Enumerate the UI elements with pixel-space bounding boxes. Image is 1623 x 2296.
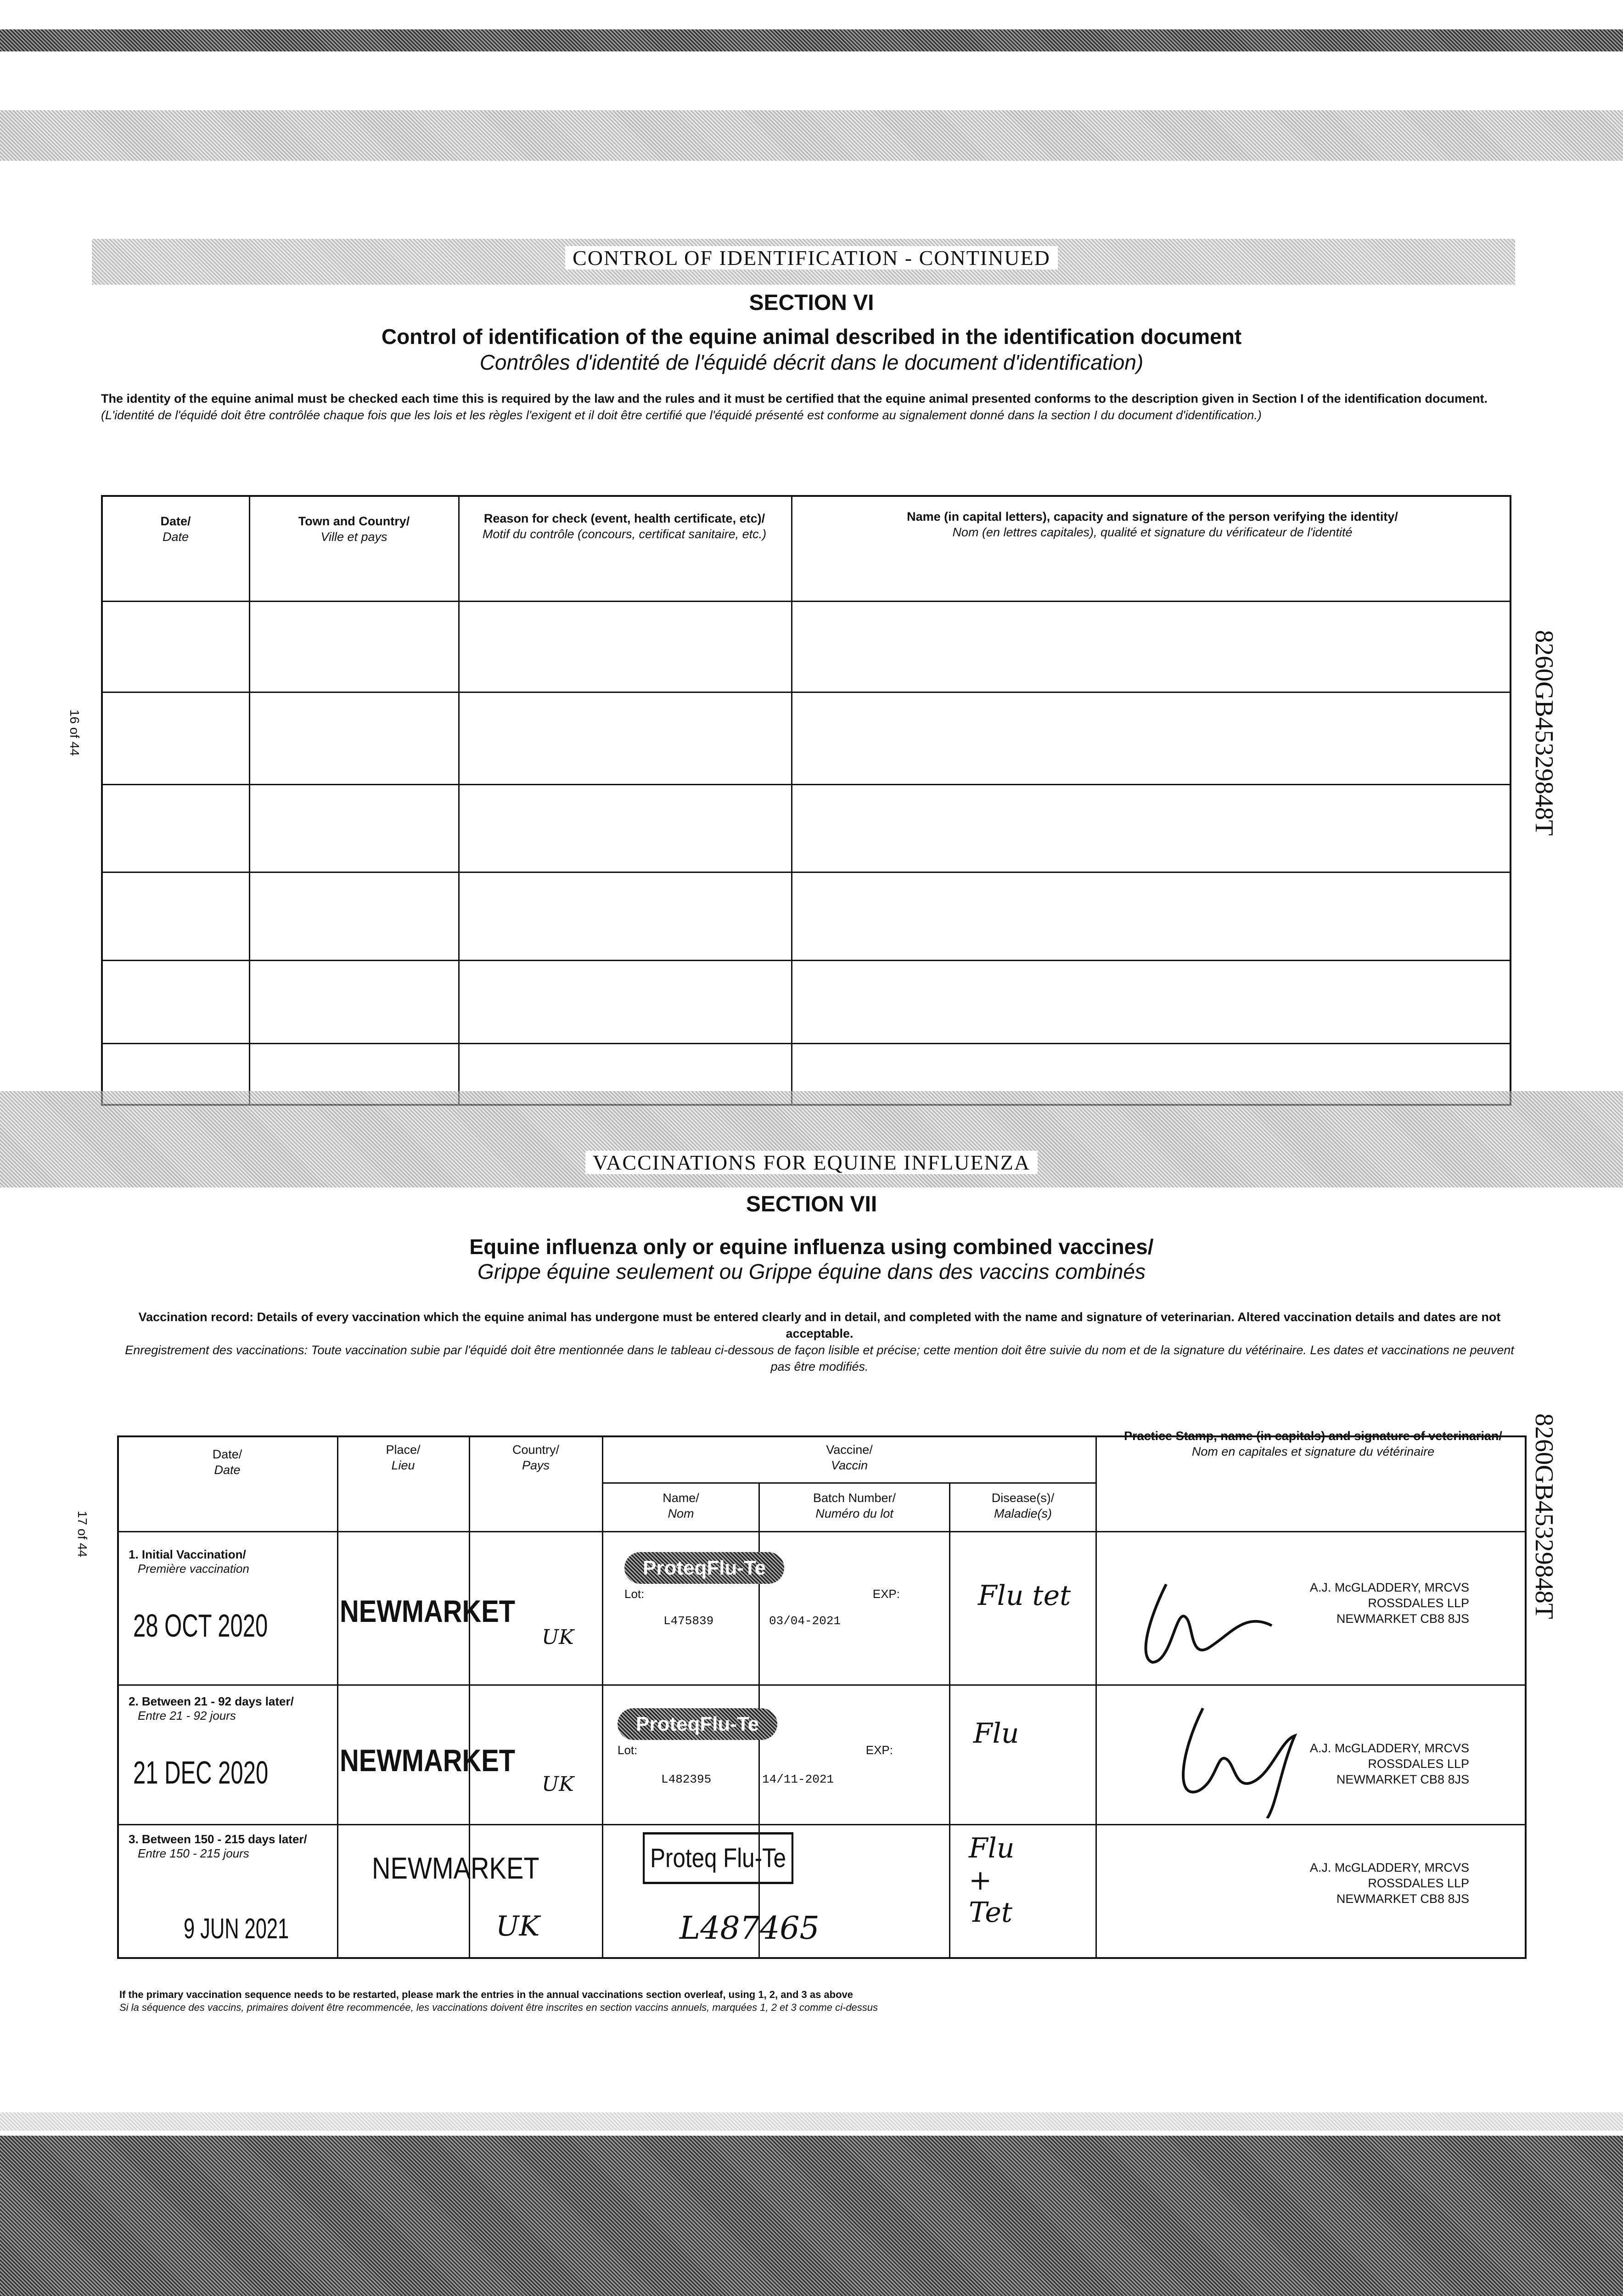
- section-title-fr: Grippe équine seulement ou Grippe équine dans des vaccins combinés: [477, 1260, 1146, 1283]
- vaccination-intro-fr: Enregistrement des vaccinations: Toute vaccination subie par l'équidé doit être mentionnée dans le tableau ci-dessous de façon lisible et précise; cette mention doit être suivie du nom et de la signature du vétérinaire. Les dates et vaccinations ne peuvent pas être modifiés.: [125, 1343, 1514, 1373]
- section-banner: VACCINATIONS FOR EQUINE INFLUENZA: [585, 1151, 1038, 1174]
- date-stamp: 21 DEC 2020: [133, 1755, 269, 1790]
- vet-name: A.J. McGLADDERY, MRCVS: [1309, 1861, 1469, 1874]
- col-vaccine-fr: Vaccin: [831, 1458, 868, 1472]
- col-batch-fr: Numéro du lot: [815, 1507, 893, 1520]
- col-country-fr: Pays: [522, 1458, 550, 1472]
- section-heading: SECTION VI: [749, 291, 874, 315]
- exp-label: EXP:: [865, 1743, 893, 1757]
- disease-handwritten: Flu + Tet: [969, 1832, 1015, 1929]
- vaccine-sticker: [618, 1713, 893, 1757]
- vaccine-name: Proteq Flu-Te: [643, 1832, 793, 1884]
- disease-handwritten: Flu tet: [978, 1580, 1071, 1612]
- row-label-fr: Entre 150 - 215 jours: [138, 1846, 249, 1860]
- vet-name: A.J. McGLADDERY, MRCVS: [1309, 1581, 1469, 1594]
- expiry-date: 03/04-2021: [769, 1614, 841, 1628]
- col-verifier-fr: Nom (en lettres capitales), qualité et signature du vérificateur de l'identité: [952, 525, 1353, 539]
- date-stamp: 9 JUN 2021: [184, 1913, 289, 1945]
- lot-label: Lot:: [618, 1743, 638, 1757]
- col-disease: Disease(s)/: [991, 1491, 1055, 1505]
- col-date: Date/: [212, 1447, 242, 1461]
- vet-name: A.J. McGLADDERY, MRCVS: [1309, 1741, 1469, 1755]
- footnote: If the primary vaccination sequence needs to be restarted, please mark the entries in the annual vaccinations section overleaf, using 1, 2, and 3 as above: [119, 1989, 854, 2000]
- disease-handwritten: Flu: [973, 1717, 1019, 1750]
- row-label: 2. Between 21 - 92 days later/: [129, 1694, 294, 1708]
- scan-noise-band: [0, 2112, 1623, 2131]
- country-handwritten: UK: [542, 1773, 574, 1796]
- vaccination-row-3: [129, 1832, 331, 1861]
- exp-label: EXP:: [872, 1587, 900, 1601]
- place-stamp: NEWMARKET: [340, 1743, 516, 1778]
- col-batch: Batch Number/: [813, 1491, 896, 1505]
- intro-text: The identity of the equine animal must be checked each time this is required by the law and the rules and it must be certified that the equine animal presented conforms to the description given in Section I of the identification document.: [101, 392, 1488, 405]
- vet-address: NEWMARKET CB8 8JS: [1336, 1773, 1469, 1786]
- vaccination-intro: Vaccination record: Details of every vaccination which the equine animal has undergone must be entered clearly and in detail, and completed with the name and signature of veterinarian. Altered vaccination details and dates are not acceptable.: [138, 1310, 1501, 1340]
- vet-address: NEWMARKET CB8 8JS: [1336, 1892, 1469, 1906]
- date-stamp: 28 OCT 2020: [133, 1608, 268, 1643]
- col-name: Name/: [663, 1491, 699, 1505]
- col-town: Town and Country/: [298, 514, 410, 528]
- vet-stamp: [1286, 1580, 1469, 1626]
- col-country: Country/: [512, 1443, 560, 1457]
- section-title-fr: Contrôles d'identité de l'équidé décrit dans le document d'identification): [479, 350, 1144, 374]
- col-reason: Reason for check (event, health certificate, etc)/: [483, 512, 765, 525]
- col-disease-fr: Maladie(s): [994, 1507, 1052, 1520]
- page-number: 17 of 44: [75, 1511, 90, 1558]
- col-place: Place/: [386, 1443, 421, 1457]
- col-vaccine: Vaccine/: [826, 1443, 873, 1457]
- scan-noise-band: [0, 110, 1623, 161]
- scan-border-bottom: [0, 2136, 1623, 2296]
- row-label-fr: Première vaccination: [138, 1562, 249, 1576]
- vet-practice: ROSSDALES LLP: [1368, 1596, 1469, 1610]
- col-date: Date/: [160, 514, 191, 528]
- identity-check-table: [101, 495, 1511, 1106]
- section-banner: CONTROL OF IDENTIFICATION - CONTINUED: [565, 246, 1058, 270]
- expiry-date: 14/11-2021: [762, 1773, 834, 1786]
- row-label-fr: Entre 21 - 92 jours: [138, 1709, 236, 1722]
- col-place-fr: Lieu: [391, 1458, 415, 1472]
- scan-border-top: [0, 29, 1623, 51]
- vaccine-sticker: [624, 1557, 900, 1601]
- batch-number: L487465: [680, 1910, 820, 1947]
- col-reason-fr: Motif du contrôle (concours, certificat sanitaire, etc.): [482, 527, 767, 541]
- page-number: 16 of 44: [67, 709, 82, 756]
- vaccination-row-2: [129, 1694, 331, 1723]
- country-handwritten: UK: [542, 1626, 574, 1649]
- section-heading: SECTION VII: [746, 1192, 877, 1216]
- vaccine-name: ProteqFlu-Te: [618, 1708, 777, 1740]
- document-id: 8260GB45329848T: [1530, 1413, 1558, 1619]
- lot-label: Lot:: [624, 1587, 645, 1601]
- col-stamp: Practice Stamp, name (in capitals) and signature of veterinarian/: [1124, 1429, 1502, 1443]
- col-date-fr: Date: [162, 530, 189, 544]
- footnote-fr: Si la séquence des vaccins, primaires doivent être recommencée, les vaccinations doivent être inscrites en section vaccins annuels, marquées 1, 2 et 3 comme ci-dessus: [119, 2002, 878, 2013]
- vaccine-name: ProteqFlu-Te: [624, 1552, 784, 1584]
- document-id: 8260GB45329848T: [1530, 630, 1558, 836]
- col-date-fr: Date: [214, 1463, 241, 1477]
- col-town-fr: Ville et pays: [320, 530, 387, 544]
- vaccination-row-1: [129, 1548, 331, 1576]
- section-title: Control of identification of the equine animal described in the identification document: [381, 325, 1242, 349]
- vet-practice: ROSSDALES LLP: [1368, 1757, 1469, 1771]
- intro-text-fr: (L'identité de l'équidé doit être contrôlée chaque fois que les lois et les règles l'exigent et il doit être certifié que l'équidé présenté est conforme au signalement donné dans la section I du document d'identification.): [101, 408, 1262, 422]
- vet-stamp: [1286, 1740, 1469, 1787]
- place-stamp: NEWMARKET: [372, 1851, 539, 1885]
- country-handwritten: UK: [496, 1910, 540, 1942]
- col-verifier: Name (in capital letters), capacity and signature of the person verifying the identity/: [907, 510, 1398, 523]
- vet-stamp: [1286, 1860, 1469, 1907]
- row-label: 3. Between 150 - 215 days later/: [129, 1832, 307, 1846]
- section-title: Equine influenza only or equine influenza using combined vaccines/: [469, 1235, 1154, 1259]
- batch-number: L475839: [663, 1614, 714, 1628]
- vet-address: NEWMARKET CB8 8JS: [1336, 1612, 1469, 1626]
- col-stamp-fr: Nom en capitales et signature du vétérinaire: [1191, 1445, 1435, 1458]
- col-name-fr: Nom: [668, 1507, 694, 1520]
- vet-practice: ROSSDALES LLP: [1368, 1876, 1469, 1890]
- place-stamp: NEWMARKET: [340, 1594, 516, 1629]
- batch-number: L482395: [661, 1773, 712, 1786]
- row-label: 1. Initial Vaccination/: [129, 1548, 246, 1561]
